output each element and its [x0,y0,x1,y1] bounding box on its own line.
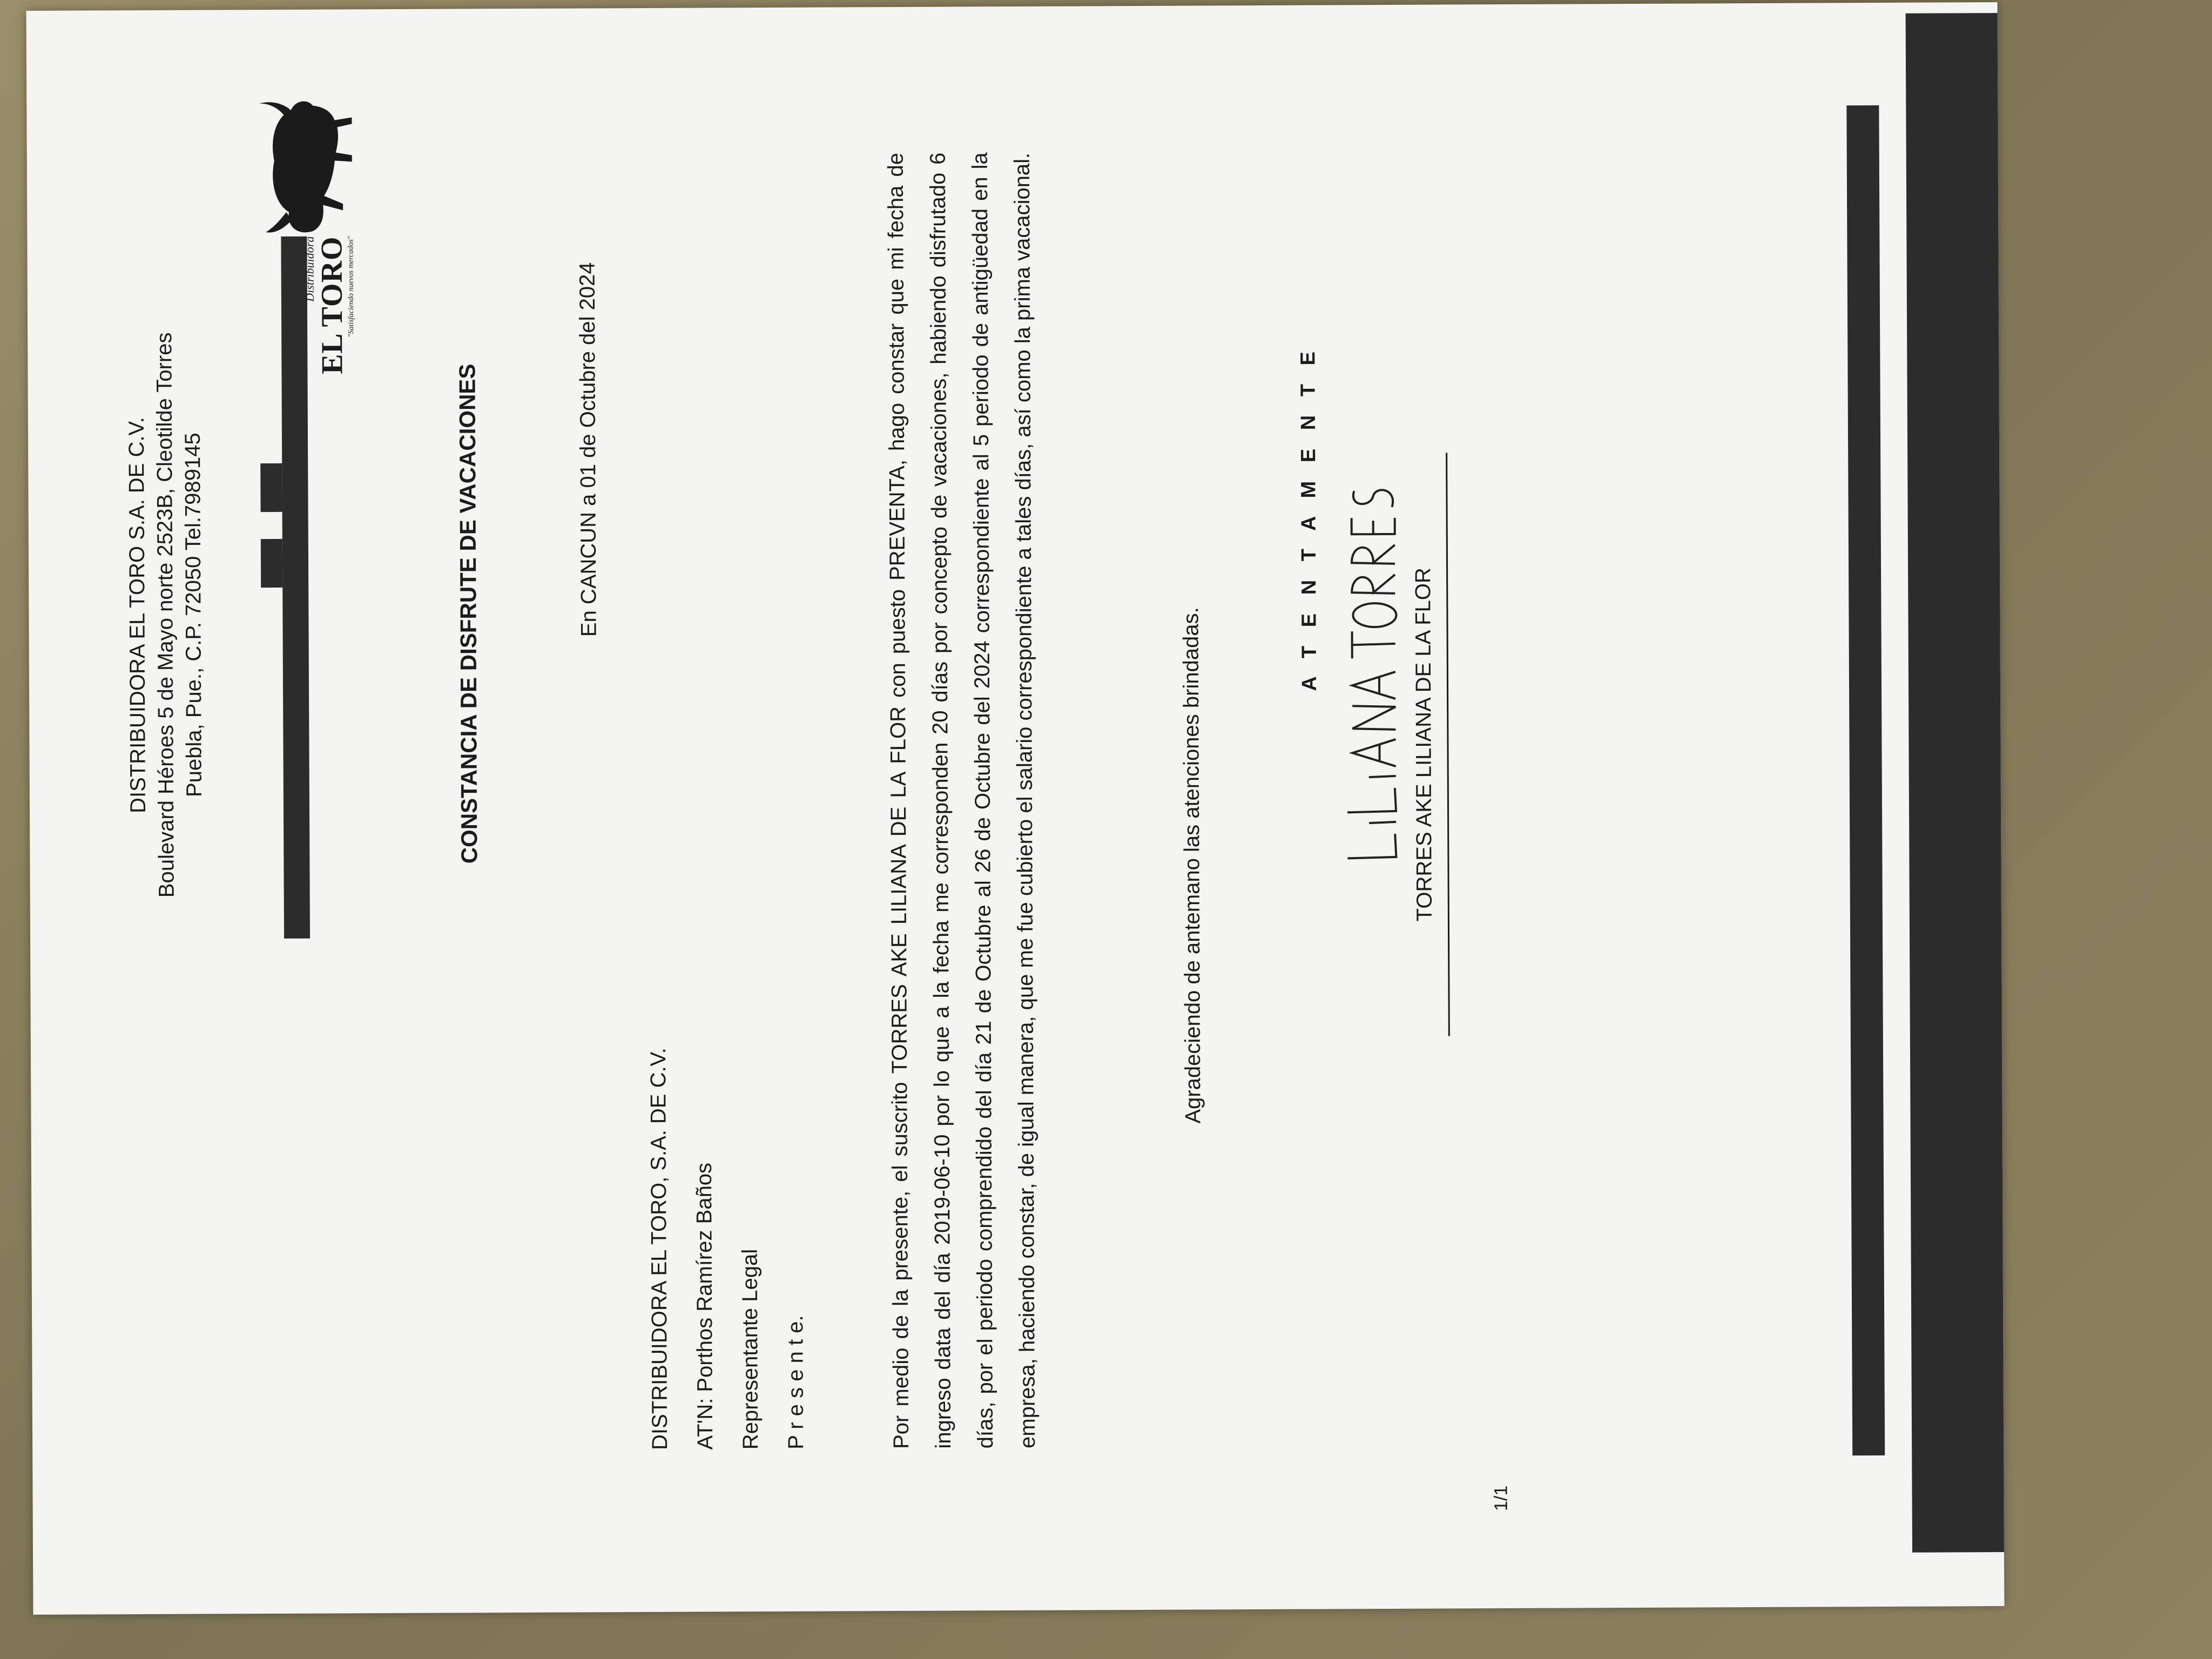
page-number: 1/1 [1491,1485,1512,1512]
redaction-bar-header-short-2 [260,463,282,512]
addressee-presente: P r e s e n t e. [784,1315,808,1449]
logo-tagline: "Satisfaciendo nuevos mercados" [347,236,356,338]
date-line: En CANCUN a 01 de Octubre del 2024 [575,262,601,637]
letterhead [122,237,209,994]
addressee-company: DISTRIBUIDORA EL TORO, S.A. DE C.V. [646,1048,672,1450]
signature-line [1446,453,1450,1036]
document-page [26,2,2005,1615]
signer-name: TORRES AKE LILIANA DE LA FLOR [1411,568,1437,922]
document-title: CONSTANCIA DE DISFRUTE DE VACACIONES [454,363,482,864]
redaction-bar-header-short-1 [261,539,282,588]
atentamente-heading: A T E N T A M E N T E [1297,345,1321,691]
document-content [26,2,2005,1615]
company-name: DISTRIBUIDORA EL TORO S.A. DE C.V. [124,417,151,813]
redaction-bar-footer-1 [1846,105,1885,1455]
company-address-line1: Boulevard Héroes 5 de Mayo norte 2523B, Cleotilde Torres [152,332,179,898]
addressee-block [636,1047,819,1450]
body-paragraph: Por medio de la presente, el suscrito TORRES AKE LILIANA DE LA FLOR con puesto PREVENTA, hago constar que mi fecha de ingreso data del día 2019-06-10 por lo que a la fecha me corresponden 20 días por concepto de vacaciones, habiendo disfrutado 6 días, por el periodo comprendido del día 21 de Octubre al 26 de Octubre del 2024 correspondiente al 5 periodo de antigüedad en la empresa, haciendo constar, de igual manera, que me fue cubierto el salario correspondiente a tales días, así como la prima vacacional. [884,152,1040,1449]
company-address-line2: Puebla, Pue., C.P. 72050 Tel.7989145 [180,433,206,798]
logo-wordmark [302,236,356,376]
el-toro-logo [232,96,373,377]
addressee-attention: AT'N: Porthos Ramírez Baños [692,1162,718,1450]
bull-icon [232,96,356,242]
logo-small-text: Distribuidora [302,236,316,302]
handwritten-signature [1335,485,1412,864]
redaction-bar-footer-2 [1906,13,2005,1553]
closing-line: Agradeciendo de antemano las atenciones brindadas. [1179,607,1205,1124]
addressee-role: Representante Legal [738,1249,763,1450]
logo-big-text: EL TORO [315,236,349,375]
